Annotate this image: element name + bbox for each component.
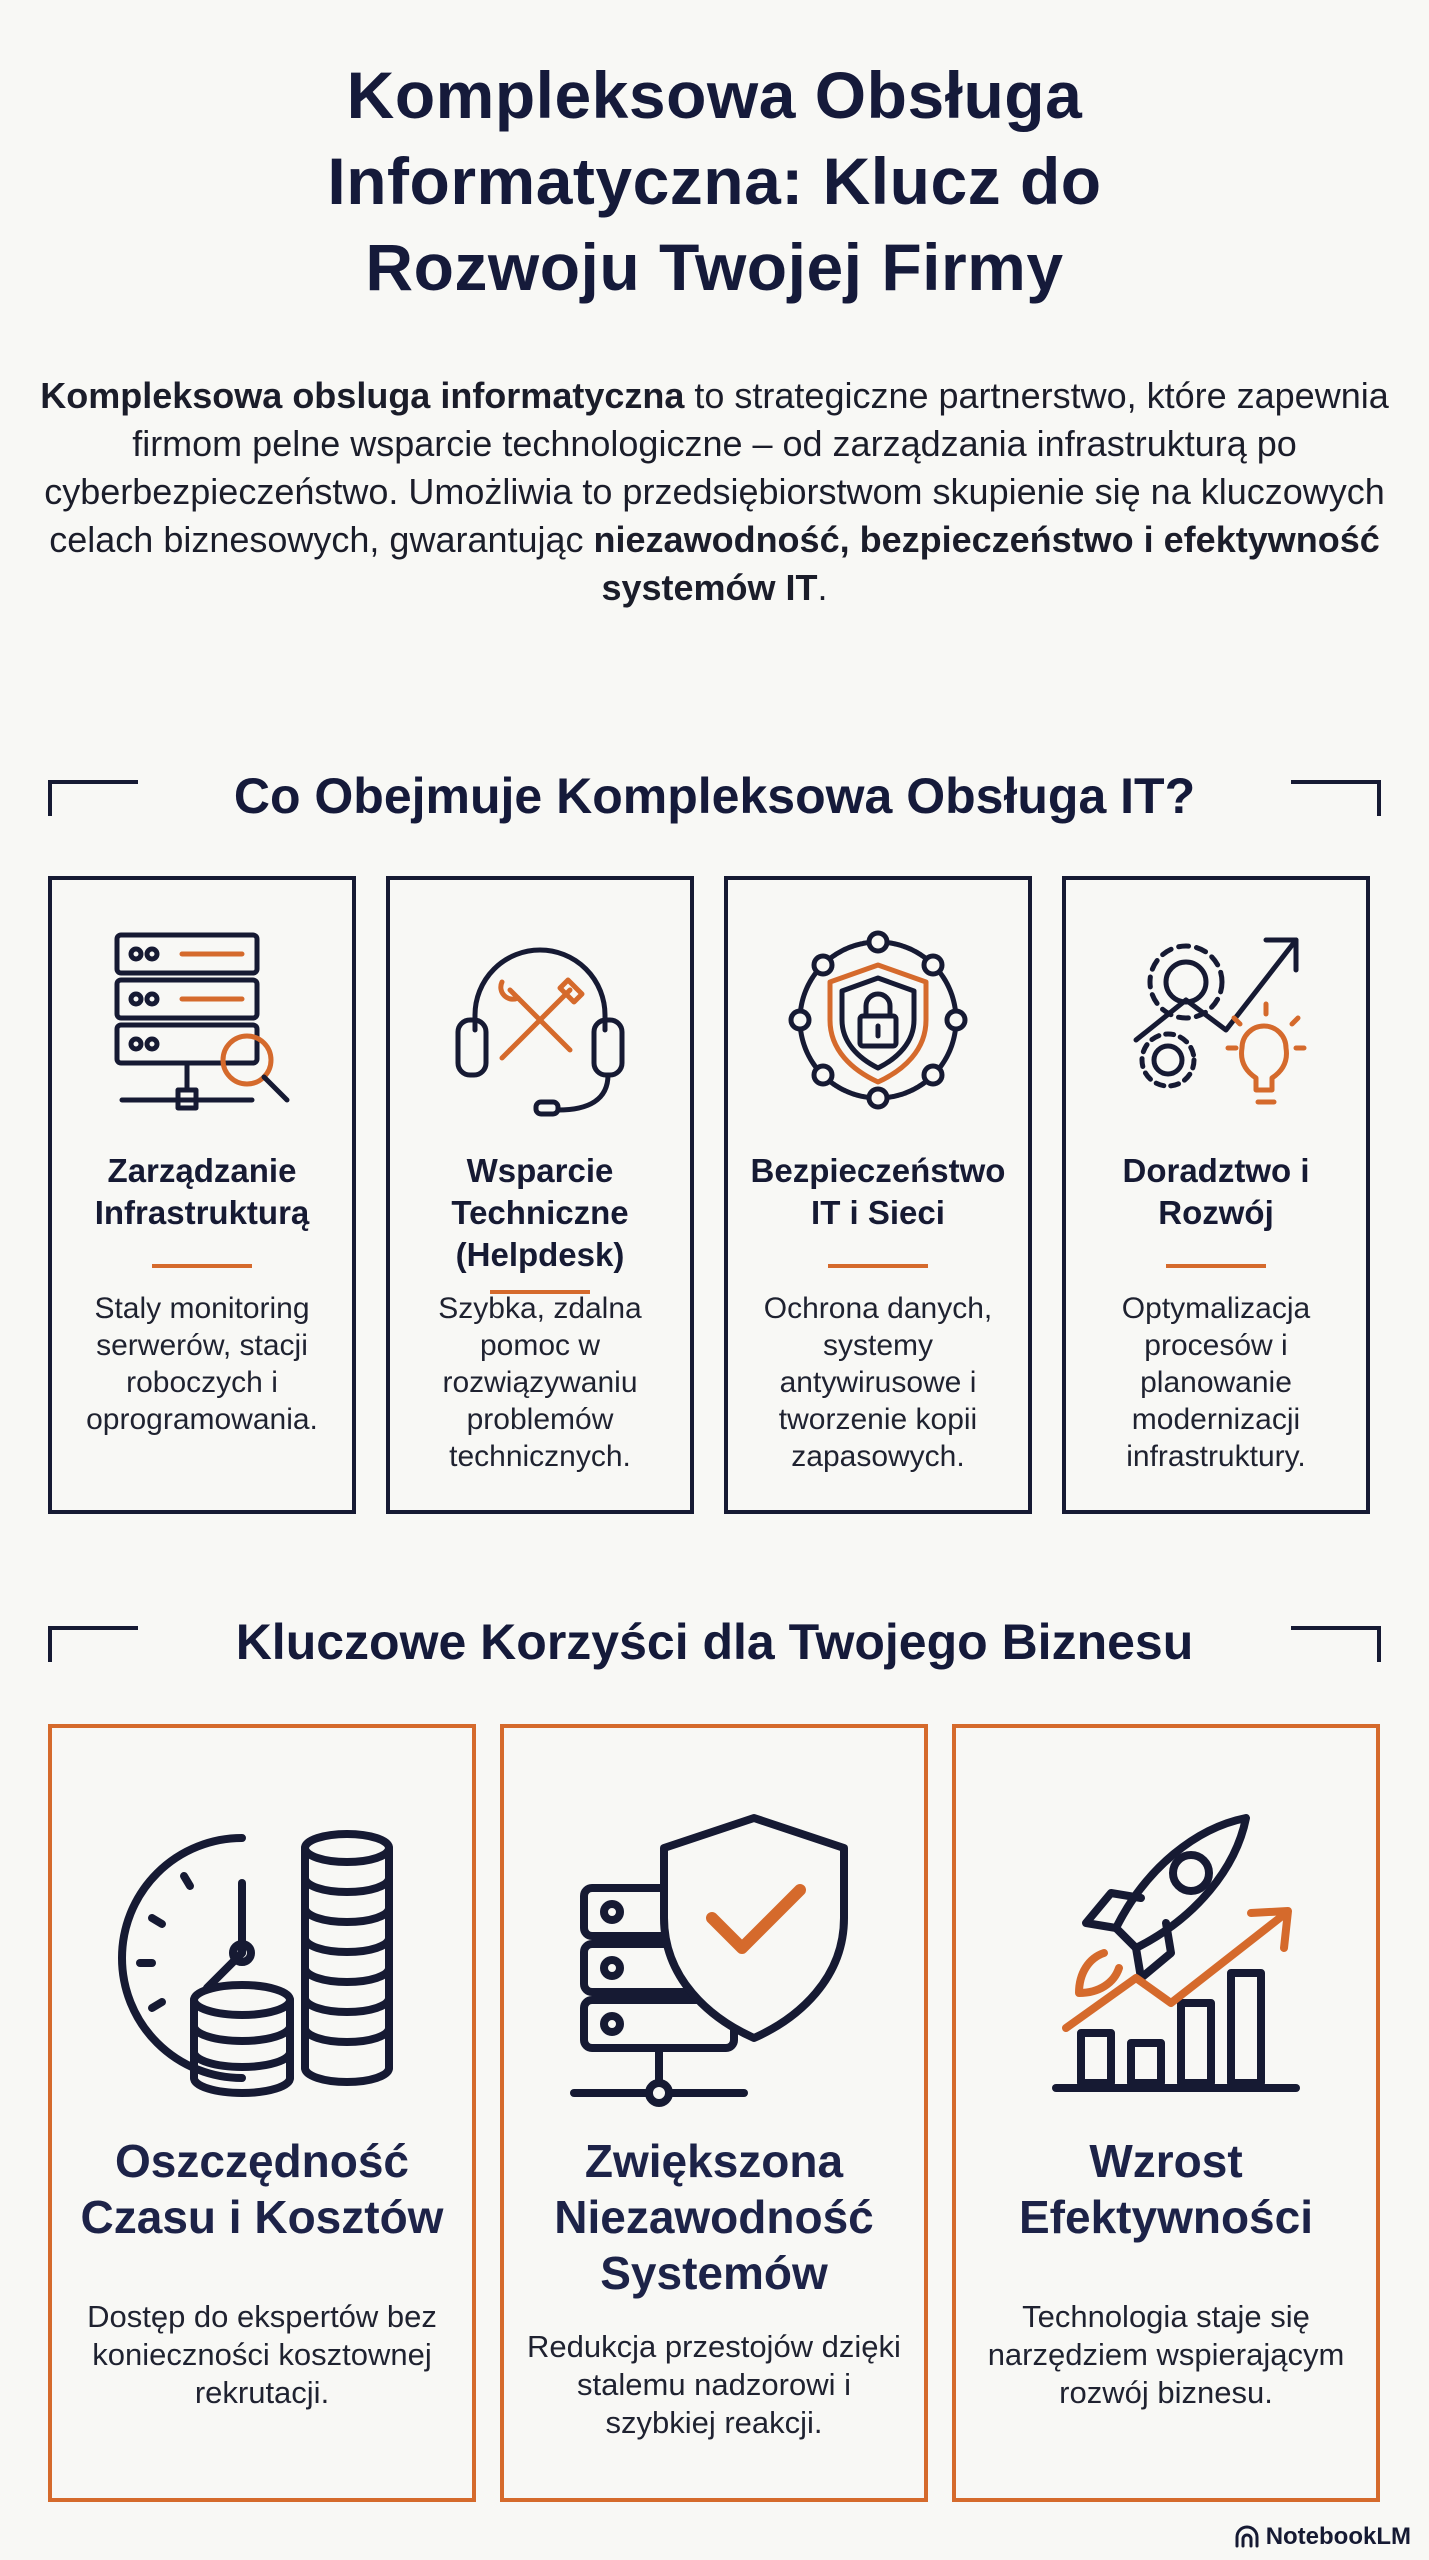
service-name: Doradztwo i Rozwój (1122, 1152, 1310, 1231)
accent-rule (1166, 1264, 1266, 1268)
server-shield-check-icon (544, 1778, 884, 2118)
benefits-heading: Kluczowe Korzyści dla Twojego Biznesu (235, 1614, 1194, 1670)
benefit-name: Oszczędność Czasu i Kosztów (80, 2135, 444, 2243)
service-card-security (724, 876, 1032, 1514)
benefit-description: Dostęp do ekspertów bez konieczności kosztownej rekrutacji. (87, 2299, 437, 2410)
title-line-2: Informatyczna: Klucz do (327, 144, 1102, 218)
bracket-right (1291, 1626, 1381, 1662)
intro-body: to strategiczne partnerstwo, które zapewnia firmom pelne wsparcie technologiczne – od zarządzania infrastrukturą po cyberbezpieczeństwo. Umożliwia to przedsiębiorstwom skupienie się na kluczowych celach biznesowych, gwarantując (44, 375, 1389, 560)
bracket-left (48, 1626, 138, 1662)
service-card-consulting (1062, 876, 1370, 1514)
server-magnifier-icon (102, 920, 302, 1120)
service-description: Ochrona danych, systemy antywirusowe i tworzenie kopii zapasowych. (763, 1292, 993, 1473)
service-description: Optymalizacja procesów i planowanie modernizacji infrastruktury. (1121, 1292, 1311, 1473)
benefit-card-efficiency (952, 1724, 1380, 2502)
clock-coins-icon (92, 1778, 432, 2118)
benefit-card-reliability (500, 1724, 928, 2502)
rocket-chart-icon (996, 1778, 1336, 2118)
gears-growth-bulb-icon (1116, 920, 1316, 1120)
shield-lock-network-icon (778, 920, 978, 1120)
brand-name: NotebookLM (1265, 2523, 1411, 2550)
services-section-header (48, 766, 1381, 826)
benefit-description: Redukcja przestojów dzięki stalemu nadzorowi i szybkiej reakcji. (527, 2329, 901, 2440)
headset-tools-icon (440, 920, 640, 1120)
service-description: Szybka, zdalna pomoc w rozwiązywaniu problemów technicznych. (438, 1292, 642, 1473)
service-name: Bezpieczeństwo IT i Sieci (750, 1152, 1006, 1231)
benefit-description: Technologia staje się narzędziem wspierającym rozwój biznesu. (987, 2299, 1345, 2410)
intro-end: . (817, 567, 828, 608)
services-heading: Co Obejmuje Kompleksowa Obsługa IT? (233, 768, 1196, 824)
service-name: Zarządzanie Infrastrukturą (94, 1152, 310, 1231)
service-description: Staly monitoring serwerów, stacji roboczych i oprogramowania. (86, 1292, 318, 1436)
brand-mark (1234, 2520, 1411, 2554)
intro-bold-values: niezawodność, bezpieczeństwo i efektywność systemów IT (593, 519, 1380, 608)
benefit-card-savings (48, 1724, 476, 2502)
notebooklm-logo-icon (1234, 2524, 1260, 2550)
intro-bold-lead: Kompleksowa obsluga informatyczna (40, 375, 685, 416)
bracket-left (48, 780, 138, 816)
benefit-name: Zwiększona Niezawodność Systemów (554, 2135, 874, 2299)
page-title (80, 52, 1349, 310)
bracket-right (1291, 780, 1381, 816)
intro-paragraph (40, 372, 1389, 612)
benefit-name: Wzrost Efektywności (1019, 2135, 1313, 2243)
service-card-infrastructure (48, 876, 356, 1514)
accent-rule (828, 1264, 928, 1268)
title-line-3: Rozwoju Twojej Firmy (365, 230, 1064, 304)
accent-rule (152, 1264, 252, 1268)
service-card-helpdesk (386, 876, 694, 1514)
title-line-1: Kompleksowa Obsługa (346, 58, 1083, 132)
benefits-section-header (48, 1612, 1381, 1672)
service-name: Wsparcie Techniczne (Helpdesk) (451, 1152, 629, 1273)
